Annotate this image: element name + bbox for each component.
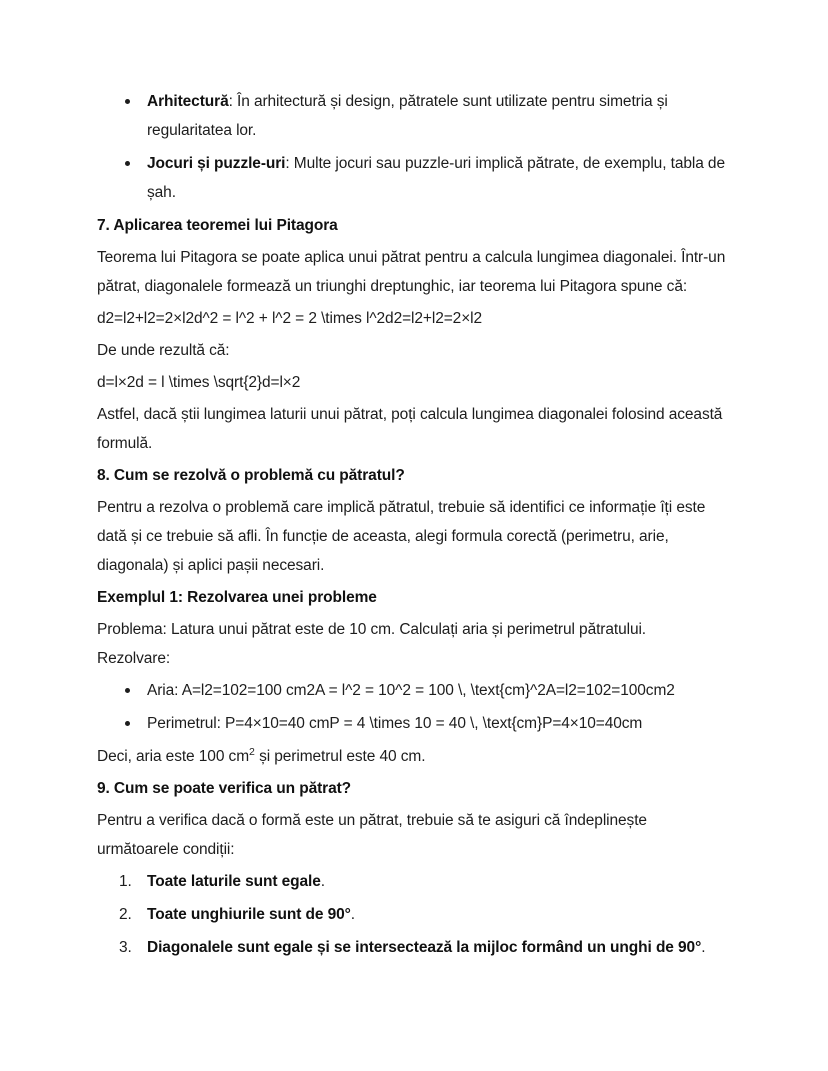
- bullet-icon: [125, 688, 130, 693]
- section7-outro: Astfel, dacă știi lungimea laturii unui pătrat, poți calcula lungimea diagonalei folosind această formulă.: [97, 406, 723, 452]
- section8-intro: Pentru a rezolva o problemă care implică pătratul, trebuie să identifici ce informație îți este dată și ce trebuie să afli. În funcție de aceasta, alegi formula corectă (perimetru, arie, diagonala) și aplici pașii necesari.: [97, 499, 706, 574]
- conclusion-text: Deci, aria este 100 cm: [97, 748, 250, 765]
- area-formula: Aria: A=l2=102=100 cm2A = l^2 = 10^2 = 100 \, \text{cm}^2A=l2=102=100cm2: [147, 682, 675, 699]
- bullet-text: : Multe jocuri sau puzzle-uri implică pătrate, de exemplu, tabla de șah.: [147, 155, 725, 201]
- section7-result-label: De unde rezultă că:: [97, 342, 230, 359]
- bullet-text: : În arhitectură și design, pătratele sunt utilizate pentru simetria și regularitatea lor.: [147, 93, 668, 139]
- list-item: [97, 933, 731, 962]
- condition-tail: .: [350, 906, 355, 923]
- perimeter-formula: Perimetrul: P=4×10=40 cmP = 4 \times 10 = 40 \, \text{cm}P=4×10=40cm: [147, 715, 643, 732]
- usage-bullet-list: [97, 87, 731, 207]
- bullet-term: Jocuri și puzzle-uri: [147, 155, 286, 172]
- section7-formula-diagonal-squared: d2=l2+l2=2×l2d^2 = l^2 + l^2 = 2 \times l^2d2=l2+l2=2×l2: [97, 310, 483, 327]
- bullet-icon: [125, 99, 130, 104]
- bullet-icon: [125, 161, 130, 166]
- example1-conclusion: [97, 742, 731, 771]
- conditions-numbered-list: [97, 867, 731, 962]
- conclusion-text-tail: și perimetrul este 40 cm.: [254, 748, 426, 765]
- section7-heading: 7. Aplicarea teoremei lui Pitagora: [97, 217, 338, 234]
- condition-tail: .: [701, 939, 706, 956]
- problem-statement: Problema: Latura unui pătrat este de 10 cm. Calculați aria și perimetrul pătratului.: [97, 621, 647, 638]
- example1-problem: [97, 615, 731, 673]
- list-item: [97, 900, 731, 929]
- list-item: [97, 867, 731, 896]
- superscript-2: 2: [249, 745, 255, 758]
- item-number: 2.: [119, 906, 132, 923]
- section7-formula-diagonal: d=l×2d = l \times \sqrt{2}d=l×2: [97, 374, 301, 391]
- item-number: 1.: [119, 873, 132, 890]
- list-item: [97, 149, 731, 207]
- section9-heading: 9. Cum se poate verifica un pătrat?: [97, 780, 352, 797]
- list-item: [97, 87, 731, 145]
- condition-text: Toate unghiurile sunt de 90°: [147, 906, 351, 923]
- section7-intro: Teorema lui Pitagora se poate aplica unui pătrat pentru a calcula lungimea diagonalei. Într-un pătrat, diagonalele formează un triunghi dreptunghic, iar teorema lui Pitagora spune că:: [97, 249, 726, 295]
- item-number: 3.: [119, 939, 132, 956]
- list-item: [97, 676, 731, 705]
- list-item: [97, 709, 731, 738]
- condition-text: Diagonalele sunt egale și se intersectează la mijloc formând un unghi de 90°: [147, 939, 702, 956]
- section8-heading: 8. Cum se rezolvă o problemă cu pătratul?: [97, 467, 405, 484]
- section9-intro: Pentru a verifica dacă o formă este un pătrat, trebuie să te asiguri că îndeplinește următoarele condiții:: [97, 812, 647, 858]
- solve-label: Rezolvare:: [97, 650, 171, 667]
- bullet-term: Arhitectură: [147, 93, 229, 110]
- condition-text: Toate laturile sunt egale: [147, 873, 321, 890]
- solution-bullet-list: [97, 676, 731, 738]
- condition-tail: .: [320, 873, 326, 890]
- bullet-icon: [125, 721, 130, 726]
- example1-heading: Exemplul 1: Rezolvarea unei probleme: [97, 589, 377, 606]
